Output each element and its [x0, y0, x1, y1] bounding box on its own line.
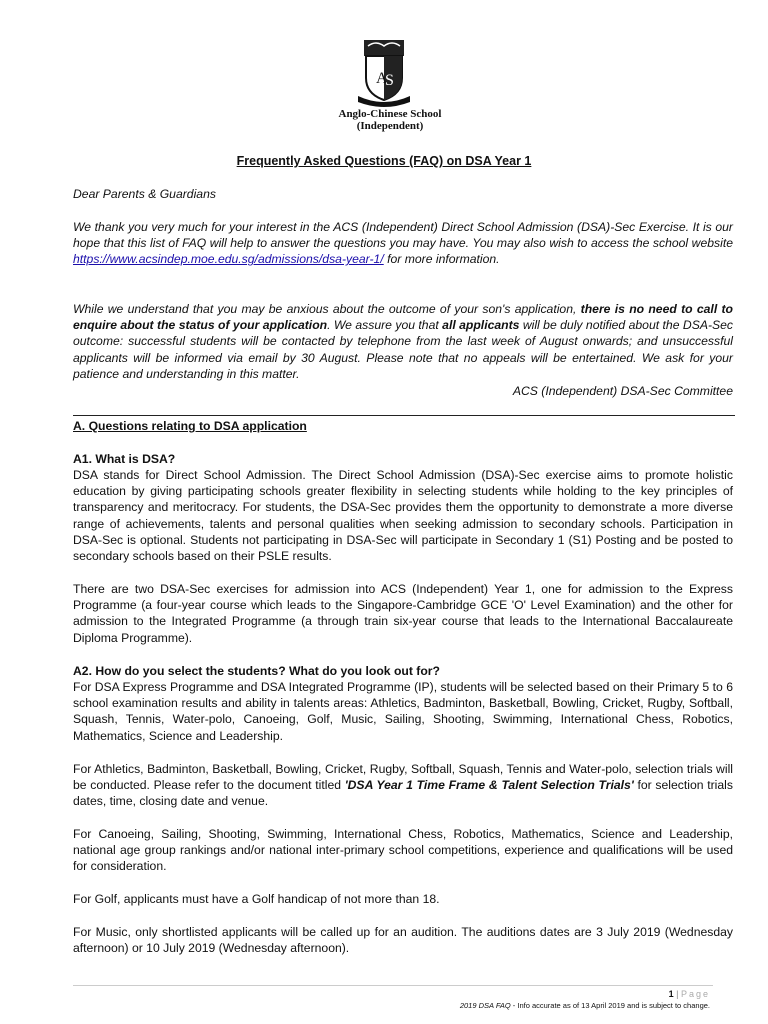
footer-doc-name: 2019 DSA FAQ: [459, 1001, 511, 1010]
answer-a2-music: For Music, only shortlisted applicants will be called up for an audition. The auditions dates are 3 July 2019 (Wednesday afternoon) or 10 July 2019 (Wednesday afternoon).: [73, 925, 733, 956]
footer-disclaimer-text: - Info accurate as of 13 April 2019 and is subject to change.: [510, 1001, 710, 1010]
answer-a1-programmes: There are two DSA-Sec exercises for admission into ACS (Independent) Year 1, one for admission to the Express Programme (a four-year course which leads to the Singapore-Cambridge GCE 'O' Level Examination) and the other for admission to the Integrated Programme (a through train six-year course that leads to the International Baccalaureate Diploma Programme).: [73, 582, 733, 645]
school-name-line2: (Independent): [356, 120, 424, 132]
section-a-heading: A. Questions relating to DSA application: [73, 419, 307, 433]
page-separator: |: [676, 989, 679, 999]
page-number-value: 1: [668, 989, 674, 999]
footer-divider: [73, 985, 713, 986]
page-number: [669, 989, 710, 999]
section-divider: [73, 415, 735, 416]
answer-a2-trials: [73, 761, 733, 810]
trials-document-title: 'DSA Year 1 Time Frame & Talent Selection Trials': [344, 778, 634, 793]
committee-signature: ACS (Independent) DSA-Sec Committee: [512, 384, 733, 398]
intro-text-end: for more information.: [383, 252, 500, 267]
svg-text:S: S: [385, 72, 394, 89]
question-a2: A2. How do you select the students? What do you look out for?: [73, 664, 440, 678]
intro-text: We thank you very much for your interest in the ACS (Independent) Direct School Admission (DSA)-Sec Exercise. It is our hope that this list of FAQ will help to answer the questions you may have. You may also wish to access the school website: [73, 220, 733, 251]
question-a1: A1. What is DSA?: [73, 452, 176, 466]
notice-text: . We assure you that: [327, 318, 443, 333]
school-name-line1: Anglo-Chinese School: [338, 108, 442, 120]
page-label: Page: [680, 989, 710, 999]
answer-a1: DSA stands for Direct School Admission. The Direct School Admission (DSA)-Sec exercise aims to promote holistic education by giving participating schools greater flexibility in selecting students while holding to the key principles of transparency and meritocracy. For students, the DSA-Sec provides them the opportunity to demonstrate a more diverse range of achievements, talents and personal qualities when seeking admission to secondary schools. Participation in DSA-Sec is optional. Students not participating in DSA-Sec will participate in Secondary 1 (S1) Posting and be posted to secondary schools based on their PSLE results.: [73, 468, 733, 564]
answer-a2-rankings: For Canoeing, Sailing, Shooting, Swimming, International Chess, Robotics, Mathematics, Science and Leadership, national age group rankings and/or national inter-primary school competitions, experience and qualifications will be used for consideration.: [73, 827, 733, 874]
notice-bold: all applicants: [442, 318, 520, 333]
notice-text: While we understand that you may be anxious about the outcome of your son's application,: [73, 302, 581, 316]
school-name: [300, 108, 480, 132]
answer-a2: For DSA Express Programme and DSA Integrated Programme (IP), students will be selected based on their Primary 5 to 6 school examination results and ability in talents areas: Athletics, Badminton, Basketball, Bowling, Cricket, Rugby, Softball, Squash, Tennis, Water-polo, Canoeing, Golf, Music, Sailing, Shooting, Swimming, International Chess, Robotics, Mathematics, Science and Leadership.: [73, 680, 733, 743]
school-website-link[interactable]: https://www.acsindep.moe.edu.sg/admissions/dsa-year-1/: [73, 252, 384, 267]
footer-disclaimer: [460, 1001, 710, 1010]
notice-bold: there is no need to call to enquire about the status of your application: [73, 302, 733, 333]
answer-a2-golf: For Golf, applicants must have a Golf handicap of not more than 18.: [73, 892, 440, 906]
notice-paragraph: [73, 301, 733, 382]
notice-text: will be duly notified about the DSA-Sec outcome: successful students will be contacted by telephone from the last week of August onwards; and unsuccessful applicants will be informed via email by 30 August. Please note that no appeals will be entertained. We ask for your patience and understanding in this matter.: [73, 318, 734, 381]
svg-text:A: A: [376, 70, 388, 87]
intro-paragraph: [73, 219, 733, 268]
document-title: Frequently Asked Questions (FAQ) on DSA Year 1: [236, 154, 532, 168]
salutation: Dear Parents & Guardians: [73, 187, 216, 201]
trials-text: For Athletics, Badminton, Basketball, Bowling, Cricket, Rugby, Softball, Squash, Tennis and Water-polo, selection trials will be conducted. Please refer to the document titled: [73, 762, 733, 793]
acs-crest-icon: [356, 38, 412, 110]
trials-text: for selection trials dates, time, closing date and venue.: [73, 778, 733, 809]
